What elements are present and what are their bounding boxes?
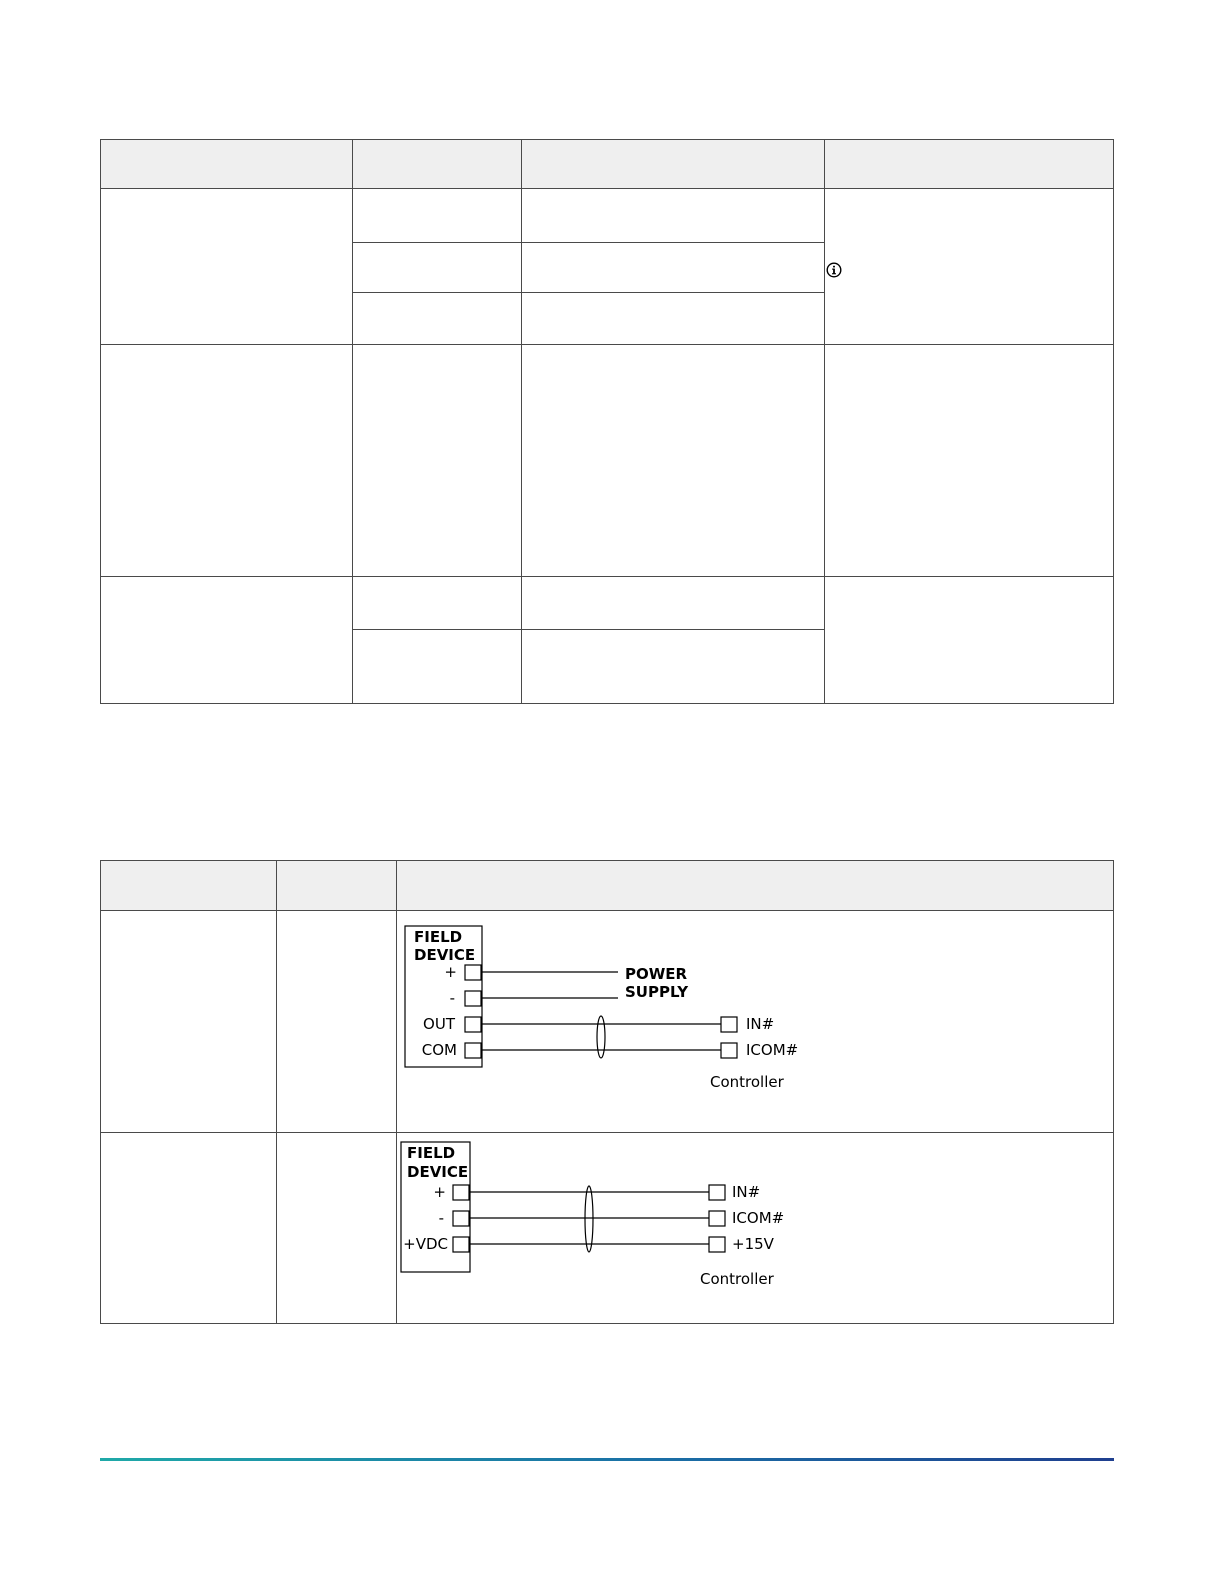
terminal-label: - — [438, 1209, 444, 1227]
controller-label: Controller — [710, 1073, 784, 1091]
table1-cell — [353, 630, 522, 704]
controller-terminal-label: IN# — [746, 1015, 775, 1033]
terminal-label: - — [449, 989, 455, 1007]
table1-cell — [353, 293, 522, 345]
controller-terminal-box — [721, 1043, 737, 1058]
table1-header-cell — [101, 140, 353, 189]
controller-terminal-box — [709, 1211, 725, 1226]
terminal-label: + — [433, 1183, 446, 1201]
table1-cell — [522, 577, 825, 630]
table1-header-cell — [353, 140, 522, 189]
table2-cell — [277, 911, 397, 1133]
device-title-line1: FIELD — [414, 928, 463, 946]
table2-header-cell — [277, 861, 397, 911]
controller-terminal-box — [709, 1185, 725, 1200]
info-circle-icon — [826, 262, 842, 278]
device-title-line2: DEVICE — [407, 1163, 469, 1181]
table1-cell — [522, 293, 825, 345]
table1-cell — [101, 345, 353, 577]
table1-cell — [522, 345, 825, 577]
table1-cell — [101, 577, 353, 704]
controller-terminal-label: ICOM# — [746, 1041, 799, 1059]
controller-terminal-label: +15V — [732, 1235, 774, 1253]
table1-header-cell — [825, 140, 1114, 189]
terminal-box — [453, 1211, 469, 1226]
table1-cell — [522, 630, 825, 704]
terminal-label: + — [444, 963, 457, 981]
table1-cell — [522, 189, 825, 243]
terminal-box — [465, 991, 481, 1006]
cable-shield-icon — [585, 1186, 593, 1252]
device-title-line2: DEVICE — [414, 946, 476, 964]
table1-header-cell — [522, 140, 825, 189]
wiring-diagram-2 — [397, 1133, 1113, 1322]
controller-terminal-label: ICOM# — [732, 1209, 785, 1227]
table1-cell — [353, 243, 522, 293]
controller-terminal-box — [709, 1237, 725, 1252]
terminal-box — [465, 1017, 481, 1032]
cable-shield-icon — [597, 1016, 605, 1058]
controller-terminal-label: IN# — [732, 1183, 761, 1201]
controller-label: Controller — [700, 1270, 774, 1288]
wiring-diagram-cell-2 — [397, 1133, 1114, 1324]
table1-cell — [353, 577, 522, 630]
table1-cell — [522, 243, 825, 293]
wiring-diagram-1 — [397, 911, 1113, 1131]
terminal-box — [465, 1043, 481, 1058]
terminal-label: +VDC — [403, 1235, 448, 1253]
table1-cell — [825, 345, 1114, 577]
terminal-box — [453, 1185, 469, 1200]
table1-note-cell — [825, 189, 1114, 345]
terminal-box — [465, 965, 481, 980]
device-title-line1: FIELD — [407, 1144, 456, 1162]
input-types-table — [100, 139, 1114, 704]
terminal-box — [453, 1237, 469, 1252]
table2-header-cell — [397, 861, 1114, 911]
table2-cell — [101, 911, 277, 1133]
power-supply-label-line2: SUPPLY — [625, 983, 689, 1001]
terminal-label: OUT — [423, 1015, 455, 1033]
table2-header-cell — [101, 861, 277, 911]
wiring-table — [100, 860, 1114, 1324]
wiring-diagram-cell-1 — [397, 911, 1114, 1133]
table1-cell — [825, 577, 1114, 704]
terminal-label: COM — [421, 1041, 457, 1059]
table2-cell — [101, 1133, 277, 1324]
controller-terminal-box — [721, 1017, 737, 1032]
table1-cell — [353, 345, 522, 577]
table1-cell — [353, 189, 522, 243]
table1-cell — [101, 189, 353, 345]
power-supply-label-line1: POWER — [625, 965, 688, 983]
footer-rule — [100, 1458, 1114, 1461]
table2-cell — [277, 1133, 397, 1324]
